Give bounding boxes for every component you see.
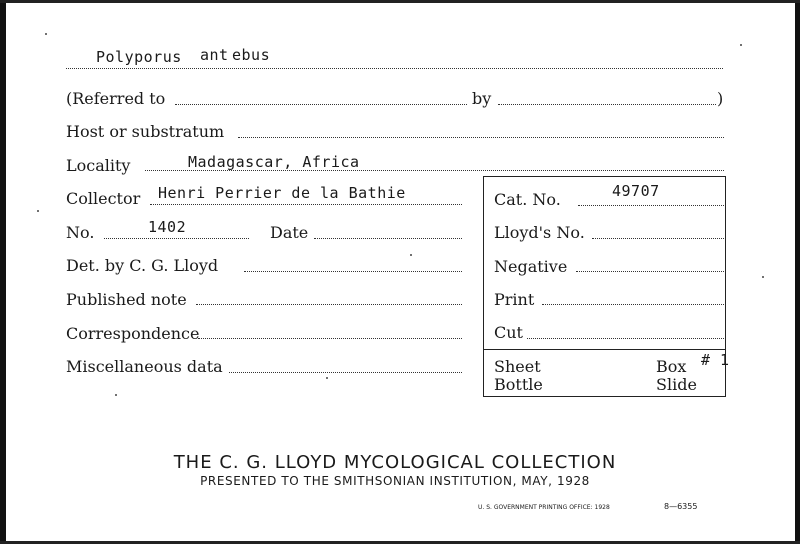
- scan-speck: [740, 44, 742, 46]
- collector-line: [150, 204, 462, 205]
- print-label: Print: [494, 290, 535, 309]
- published-note-label: Published note: [66, 290, 187, 309]
- species-epithet-start: an: [200, 46, 220, 64]
- scan-speck: [115, 394, 117, 396]
- referred-to-line: [175, 104, 467, 105]
- cat-no-value: 49707: [612, 182, 660, 200]
- collection-subtitle: PRESENTED TO THE SMITHSONIAN INSTITUTION, MAY, 1928: [200, 474, 590, 488]
- catalog-box-divider: [483, 349, 726, 350]
- form-number: 8—6355: [664, 502, 698, 511]
- cut-label: Cut: [494, 323, 523, 342]
- collector-label: Collector: [66, 189, 141, 208]
- scan-speck: [37, 210, 39, 212]
- scan-speck: [410, 254, 412, 256]
- species-epithet-end: ebus: [232, 46, 271, 64]
- species-genus: Polyporus: [96, 48, 182, 66]
- collection-title: THE C. G. LLOYD MYCOLOGICAL COLLECTION: [173, 452, 617, 473]
- miscellaneous-data-label: Miscellaneous data: [66, 357, 223, 376]
- no-value: 1402: [148, 218, 187, 236]
- by-line: [498, 104, 716, 105]
- no-label: No.: [66, 223, 95, 242]
- cat-no-label: Cat. No.: [494, 190, 561, 209]
- catalog-box-bottom-border: [483, 396, 726, 397]
- published-note-line: [196, 304, 462, 305]
- close-paren: ): [717, 89, 724, 108]
- host-label: Host or substratum: [66, 122, 225, 141]
- date-line: [314, 238, 462, 239]
- species-line: [66, 68, 723, 69]
- host-line: [238, 137, 724, 138]
- scan-speck: [762, 276, 764, 278]
- correspondence-label: Correspondence: [66, 324, 200, 343]
- negative-label: Negative: [494, 257, 568, 276]
- locality-label: Locality: [66, 156, 131, 175]
- box-label: Box: [656, 357, 687, 376]
- by-label: by: [472, 89, 492, 108]
- sheet-label: Sheet: [494, 357, 541, 376]
- cut-line: [527, 338, 724, 339]
- date-label: Date: [270, 223, 309, 242]
- printing-office-note: U. S. GOVERNMENT PRINTING OFFICE: 1928: [478, 504, 610, 511]
- cat-no-line: [578, 205, 724, 206]
- miscellaneous-data-line: [229, 372, 462, 373]
- box-number-value: # 1: [701, 351, 730, 369]
- scan-edge-top: [0, 0, 800, 3]
- slide-label: Slide: [656, 375, 697, 394]
- det-by-line: [244, 271, 462, 272]
- no-line: [104, 238, 249, 239]
- lloyds-no-line: [592, 238, 724, 239]
- scan-edge-right: [795, 0, 800, 544]
- det-by-label: Det. by C. G. Lloyd: [66, 256, 219, 275]
- species-epithet-mark: t: [219, 46, 229, 64]
- locality-value: Madagascar, Africa: [188, 153, 360, 171]
- print-line: [542, 304, 724, 305]
- lloyds-no-label: Lloyd's No.: [494, 223, 585, 242]
- scan-speck: [45, 33, 47, 35]
- negative-line: [576, 271, 724, 272]
- referred-to-label: (Referred to: [66, 89, 166, 108]
- bottle-label: Bottle: [494, 375, 543, 394]
- correspondence-line: [198, 338, 462, 339]
- collector-value: Henri Perrier de la Bathie: [158, 184, 406, 202]
- catalog-box-top-border: [483, 176, 726, 177]
- catalog-box-left-border: [483, 176, 484, 396]
- scan-speck: [326, 377, 328, 379]
